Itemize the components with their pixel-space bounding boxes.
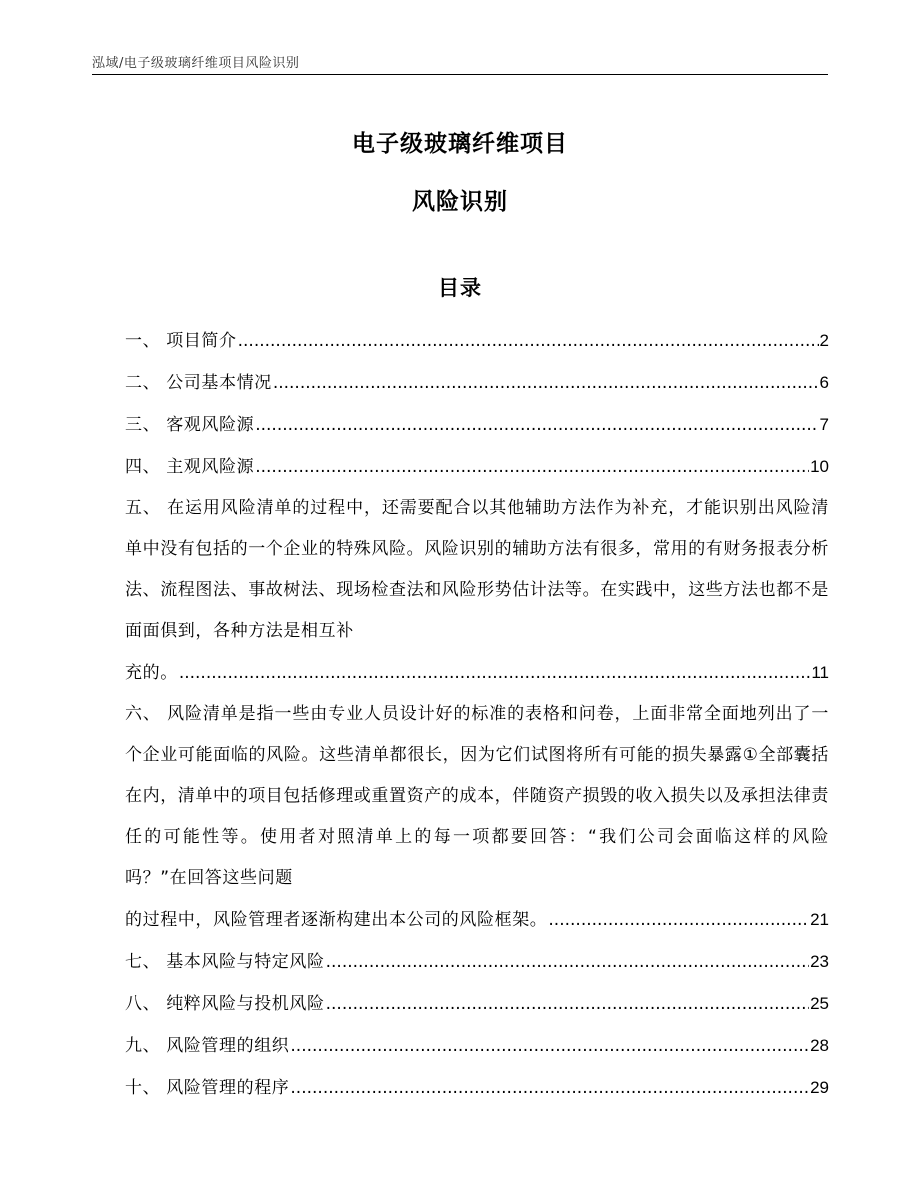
toc-entry-page[interactable]: 23	[810, 952, 829, 971]
toc-entry[interactable]	[125, 983, 829, 1025]
toc-heading: 目录	[438, 276, 482, 300]
toc-entry-label[interactable]: 二、 公司基本情况	[125, 373, 272, 393]
toc-leader-dots	[290, 1068, 809, 1109]
toc-leader-dots	[326, 942, 809, 983]
toc-entry-body[interactable]: 六、 风险清单是指一些由专业人员设计好的标准的表格和问卷，上面非常全面地列出了一个企业可能面临的风险。这些清单都很长，因为它们试图将所有可能的损失暴露①全部囊括在内，清单中的项目包括修理或重置资产的成本，伴随资产损毁的收入损失以及承担法律责任的可能性等。使用者对照清单上的每一项都要回答：“我们公司会面临这样的风险吗？”在回答这些问题	[125, 704, 829, 888]
toc-entry[interactable]	[125, 941, 829, 983]
toc-entry-label[interactable]: 七、 基本风险与特定风险	[125, 952, 325, 972]
toc-entry-label[interactable]: 九、 风险管理的组织	[125, 1036, 290, 1056]
toc-entry-label[interactable]: 八、 纯粹风险与投机风险	[125, 994, 325, 1014]
running-header: 泓域/电子级玻璃纤维项目风险识别	[92, 56, 300, 71]
toc-leader-dots	[255, 447, 809, 488]
toc-entry-page[interactable]: 10	[810, 457, 829, 476]
toc-entry[interactable]	[125, 404, 829, 446]
toc-entry-page[interactable]: 11	[811, 663, 829, 682]
toc-entry-label[interactable]: 四、 主观风险源	[125, 457, 255, 477]
toc-entry-label[interactable]: 十、 风险管理的程序	[125, 1078, 290, 1098]
toc-entry-page[interactable]: 6	[819, 373, 829, 392]
toc-entry-page[interactable]: 2	[819, 331, 829, 350]
toc-leader-dots	[326, 984, 809, 1025]
toc-entry-page[interactable]: 21	[810, 910, 829, 929]
toc-entry[interactable]	[125, 362, 829, 404]
toc-entry[interactable]	[125, 1067, 829, 1109]
toc-entry[interactable]	[125, 1025, 829, 1067]
toc-entry[interactable]	[125, 446, 829, 488]
toc-entry-label[interactable]: 一、 项目简介	[125, 331, 237, 351]
toc-entry-body[interactable]: 五、 在运用风险清单的过程中，还需要配合以其他辅助方法作为补充，才能识别出风险清单中没有包括的一个企业的特殊风险。风险识别的辅助方法有很多，常用的有财务报表分析法、流程图法、事故树法、现场检查法和风险形势估计法等。在实践中，这些方法也都不是面面俱到，各种方法是相互补	[125, 498, 829, 641]
toc-leader-dots	[273, 363, 819, 404]
toc-leader-dots	[179, 653, 811, 694]
toc-entry[interactable]	[125, 320, 829, 362]
toc-entry-tail[interactable]: 充的。	[125, 663, 178, 683]
document-title: 电子级玻璃纤维项目	[352, 131, 568, 157]
toc-entry-label[interactable]: 三、 客观风险源	[125, 415, 255, 435]
toc-leader-dots	[238, 321, 819, 362]
toc-leader-dots	[290, 1026, 809, 1067]
toc-entry-long[interactable]	[125, 694, 829, 941]
toc-entry-tail[interactable]: 的过程中，风险管理者逐渐构建出本公司的风险框架。	[125, 910, 548, 930]
toc-leader-dots	[548, 900, 809, 941]
table-of-contents	[125, 320, 829, 1109]
toc-entry-page[interactable]: 28	[810, 1036, 829, 1055]
header-divider	[92, 74, 828, 75]
toc-entry-page[interactable]: 7	[819, 415, 829, 434]
toc-entry-long[interactable]	[125, 488, 829, 694]
toc-entry-page[interactable]: 29	[810, 1078, 829, 1097]
toc-leader-dots	[255, 405, 818, 446]
toc-entry-page[interactable]: 25	[810, 994, 829, 1013]
document-subtitle: 风险识别	[412, 189, 508, 215]
